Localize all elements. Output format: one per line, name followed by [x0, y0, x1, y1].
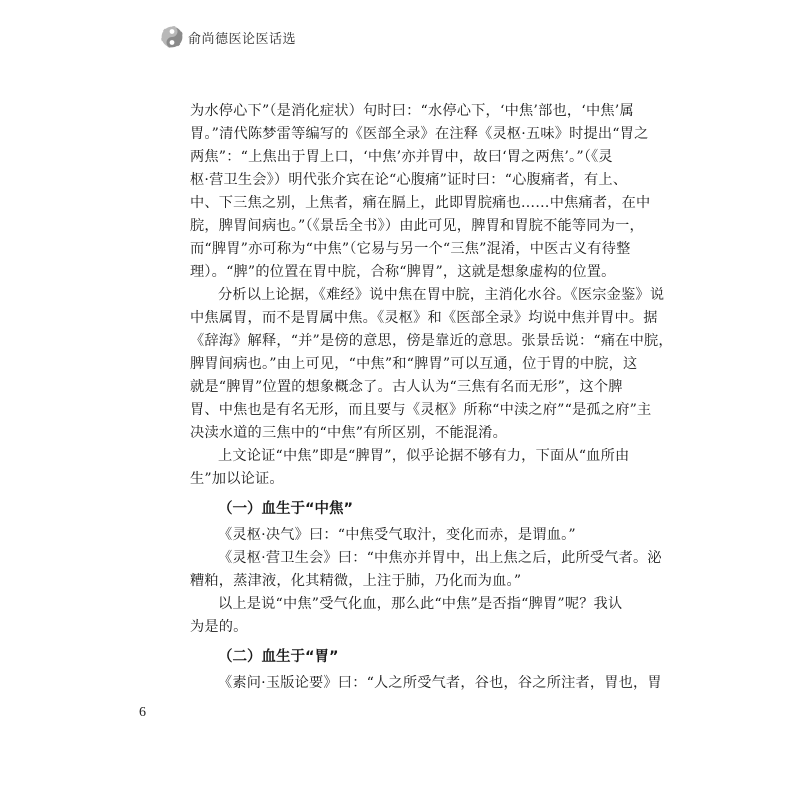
text-line: 理）。“脾”的位置在胃中脘，合称“脾胃”，这就是想象虚构的位置。 — [190, 264, 616, 280]
text-line: 两焦”：“上焦出于胃上口，‘中焦’亦并胃中，故曰‘胃之两焦’。”（《灵 — [190, 149, 613, 165]
text-line: 就是“脾胃”位置的想象概念了。古人认为“三焦有名而无形”，这个脾 — [190, 379, 623, 395]
text-line: 脘，脾胃间病也。”（《景岳全书》）由此可见，脾胃和胃脘不能等同为一， — [190, 218, 644, 234]
text-line: 上文论证“中焦”即是“脾胃”，似乎论据不够有力，下面从“血所由 — [218, 448, 630, 464]
paragraph — [190, 547, 662, 593]
text-line: 生”加以论证。 — [190, 471, 284, 487]
text-line: 决渎水道的三焦中的“中焦”有所区别，不能混淆。 — [190, 425, 508, 441]
text-line: 胃、中焦也是有名无形，而且要与《灵枢》所称“中渎之府”“是孤之府”主 — [190, 402, 652, 418]
text-line: 而“脾胃”亦可称为“中焦”（它易与另一个“三焦”混淆，中医古义有待整 — [190, 241, 631, 257]
page-number: 6 — [139, 705, 146, 720]
text-line: 《素问·玉版论要》曰：“人之所受气者，谷也，谷之所注者，胃也，胃 — [218, 675, 662, 691]
text-line: 以上是说“中焦”受气化血，那么此“中焦”是否指“脾胃”呢？我认 — [218, 596, 623, 612]
text-line: 中、下三焦之别，上焦者，痛在膈上，此即胃脘痛也……中焦痛者，在中 — [190, 195, 651, 211]
text-line: 为水停心下”（是消化症状）句时曰：“水停心下，‘中焦’部也，‘中焦’属 — [190, 103, 634, 119]
paragraph — [190, 100, 651, 284]
paragraph — [190, 284, 673, 445]
text-line: 《灵枢·营卫生会》曰：“中焦亦并胃中，出上焦之后，此所受气者。泌 — [218, 550, 662, 566]
book-title: 俞尚德医论医话选 — [188, 31, 297, 47]
text-line: 胃。”清代陈梦雷等编写的《医部全录》在注释《灵枢·五味》时提出“胃之 — [190, 126, 649, 142]
text-line: 《灵枢·决气》曰：“中焦受气取汁，变化而赤，是谓血。” — [218, 527, 576, 543]
section-heading: （一）血生于“中焦” — [218, 501, 354, 517]
text-line: 脾胃间病也。”由上可见，“中焦”和“脾胃”可以互通，位于胃的中脘，这 — [190, 356, 638, 372]
text-line: 为是的。 — [190, 619, 248, 635]
text-line: 枢·营卫生会》）明代张介宾在论“心腹痛”证时曰：“心腹痛者，有上、 — [190, 172, 628, 188]
section-heading: （二）血生于“胃” — [218, 649, 339, 665]
swirl-logo-icon — [160, 25, 184, 49]
paragraph — [190, 524, 610, 547]
text-line: 分析以上论据，《难经》说中焦在胃中脘，主消化水谷。《医宗金鉴》说 — [218, 287, 665, 303]
text-line: 中焦属胃，而不是胃属中焦。《灵枢》和《医部全录》均说中焦并胃中。据 — [190, 310, 658, 326]
paragraph — [190, 672, 662, 695]
running-header — [160, 24, 296, 50]
paragraph — [190, 445, 630, 491]
paragraph — [190, 593, 623, 639]
page-body — [190, 100, 673, 695]
text-line: 《辞海》解释，“并”是傍的意思，傍是靠近的意思。张景岳说：“痛在中脘， — [190, 333, 673, 349]
text-line: 糟粕，蒸津液，化其精微，上注于肺，乃化而为血。” — [190, 573, 522, 589]
